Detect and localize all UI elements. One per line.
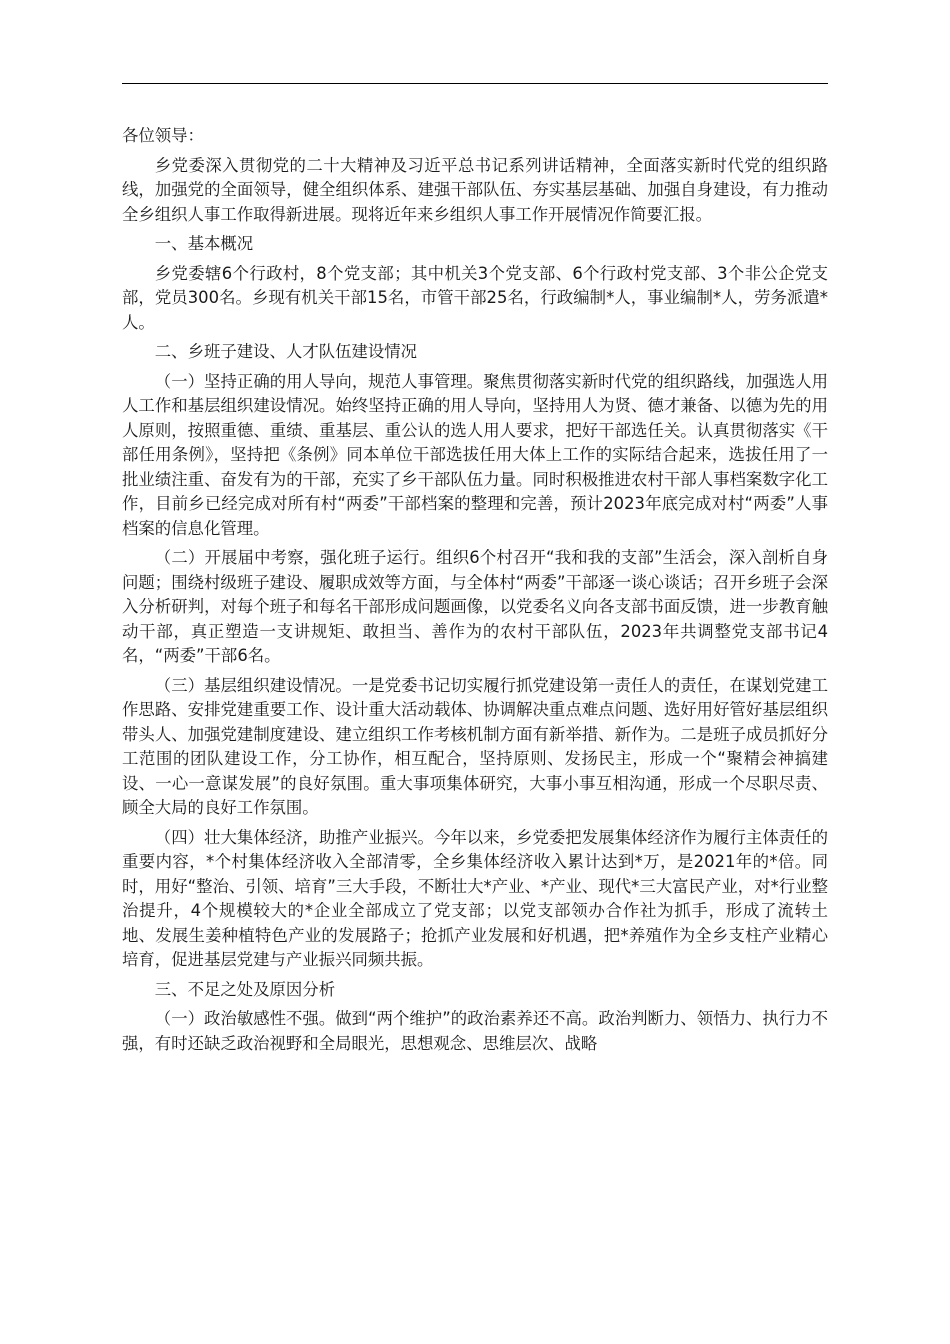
intro-paragraph: 乡党委深入贯彻党的二十大精神及习近平总书记系列讲话精神，全面落实新时代党的组织路线，加强党的全面领导，健全组织体系、建强干部队伍、夯实基层基础、加强自身建设，有力推动全乡组织人事工作取得新进展。现将近年来乡组织人事工作开展情况作简要汇报。	[122, 155, 828, 224]
subsection-paragraph-2: （二）开展届中考察，强化班子运行。组织6个村召开“我和我的支部”生活会，深入剖析自身问题；围绕村级班子建设、履职成效等方面，与全体村“两委”干部逐一谈心谈话；召开乡班子会深入分析研判，对每个班子和每名干部形成问题画像，以党委名义向各支部书面反馈，进一步教育触动干部，真正塑造一支讲规矩、敢担当、善作为的农村干部队伍，2023年共调整党支部书记4名，“两委”干部6名。	[122, 548, 828, 665]
header-rule	[122, 83, 828, 84]
section-heading-1: 一、基本概况	[154, 234, 254, 253]
salutation: 各位领导：	[122, 126, 204, 145]
subsection-paragraph-3: （三）基层组织建设情况。一是党委书记切实履行抓党建设第一责任人的责任，在谋划党建工作思路、安排党建重要工作、设计重大活动载体、协调解决重点难点问题、选好用好管好基层组织带头人、加强党建制度建设、建立组织工作考核机制方面有新举措、新作为。二是班子成员抓好分工范围的团队建设工作，分工协作，相互配合，坚持原则、发扬民主，形成一个“聚精会神搞建设、一心一意谋发展”的良好氛围。重大事项集体研究，大事小事互相沟通，形成一个尽职尽责、顾全大局的良好工作氛围。	[122, 675, 828, 817]
document-body	[122, 124, 828, 1061]
section-heading-3: 三、不足之处及原因分析	[154, 979, 336, 999]
overview-paragraph: 乡党委辖6个行政村，8个党支部；其中机关3个党支部、6个行政村党支部、3个非公企党支部，党员300名。乡现有机关干部15名，市管干部25名，行政编制*人，事业编制*人，劳务派遣*人。	[122, 263, 828, 332]
subsection-paragraph-4: （四）壮大集体经济，助推产业振兴。今年以来，乡党委把发展集体经济作为履行主体责任的重要内容，*个村集体经济收入全部清零，全乡集体经济收入累计达到*万，是2021年的*倍。同时，用好“整治、引领、培育”三大手段，不断壮大*产业、*产业、现代*三大富民产业，对*行业整治提升，4个规模较大的*企业全部成立了党支部；以党支部领办合作社为抓手，形成了流转土地、发展生姜种植特色产业的发展路子；抢抓产业发展和好机遇，把*养殖作为全乡支柱产业精心培育，促进基层党建与产业振兴同频共振。	[122, 827, 828, 969]
section-heading-2: 二、乡班子建设、人才队伍建设情况	[154, 342, 418, 361]
subsection-paragraph-1: （一）坚持正确的用人导向，规范人事管理。聚焦贯彻落实新时代党的组织路线，加强选人用人工作和基层组织建设情况。始终坚持正确的用人导向，坚持用人为贤、德才兼备、以德为先的用人原则，按照重德、重绩、重基层、重公认的选人用人要求，把好干部选任关。认真贯彻落实《干部任用条例》，坚持把《条例》同本单位干部选拔任用大体上工作的实际结合起来，选拔任用了一批业绩注重、奋发有为的干部，充实了乡干部队伍力量。同时积极推进农村干部人事档案数字化工作，目前乡已经完成对所有村“两委”干部档案的整理和完善，预计2023年底完成对村“两委”人事档案的信息化管理。	[122, 371, 828, 538]
shortcoming-paragraph-1: （一）政治敏感性不强。做到“两个维护”的政治素养还不高。政治判断力、领悟力、执行力不强，有时还缺乏政治视野和全局眼光，思想观念、思维层次、战略	[122, 1009, 828, 1053]
